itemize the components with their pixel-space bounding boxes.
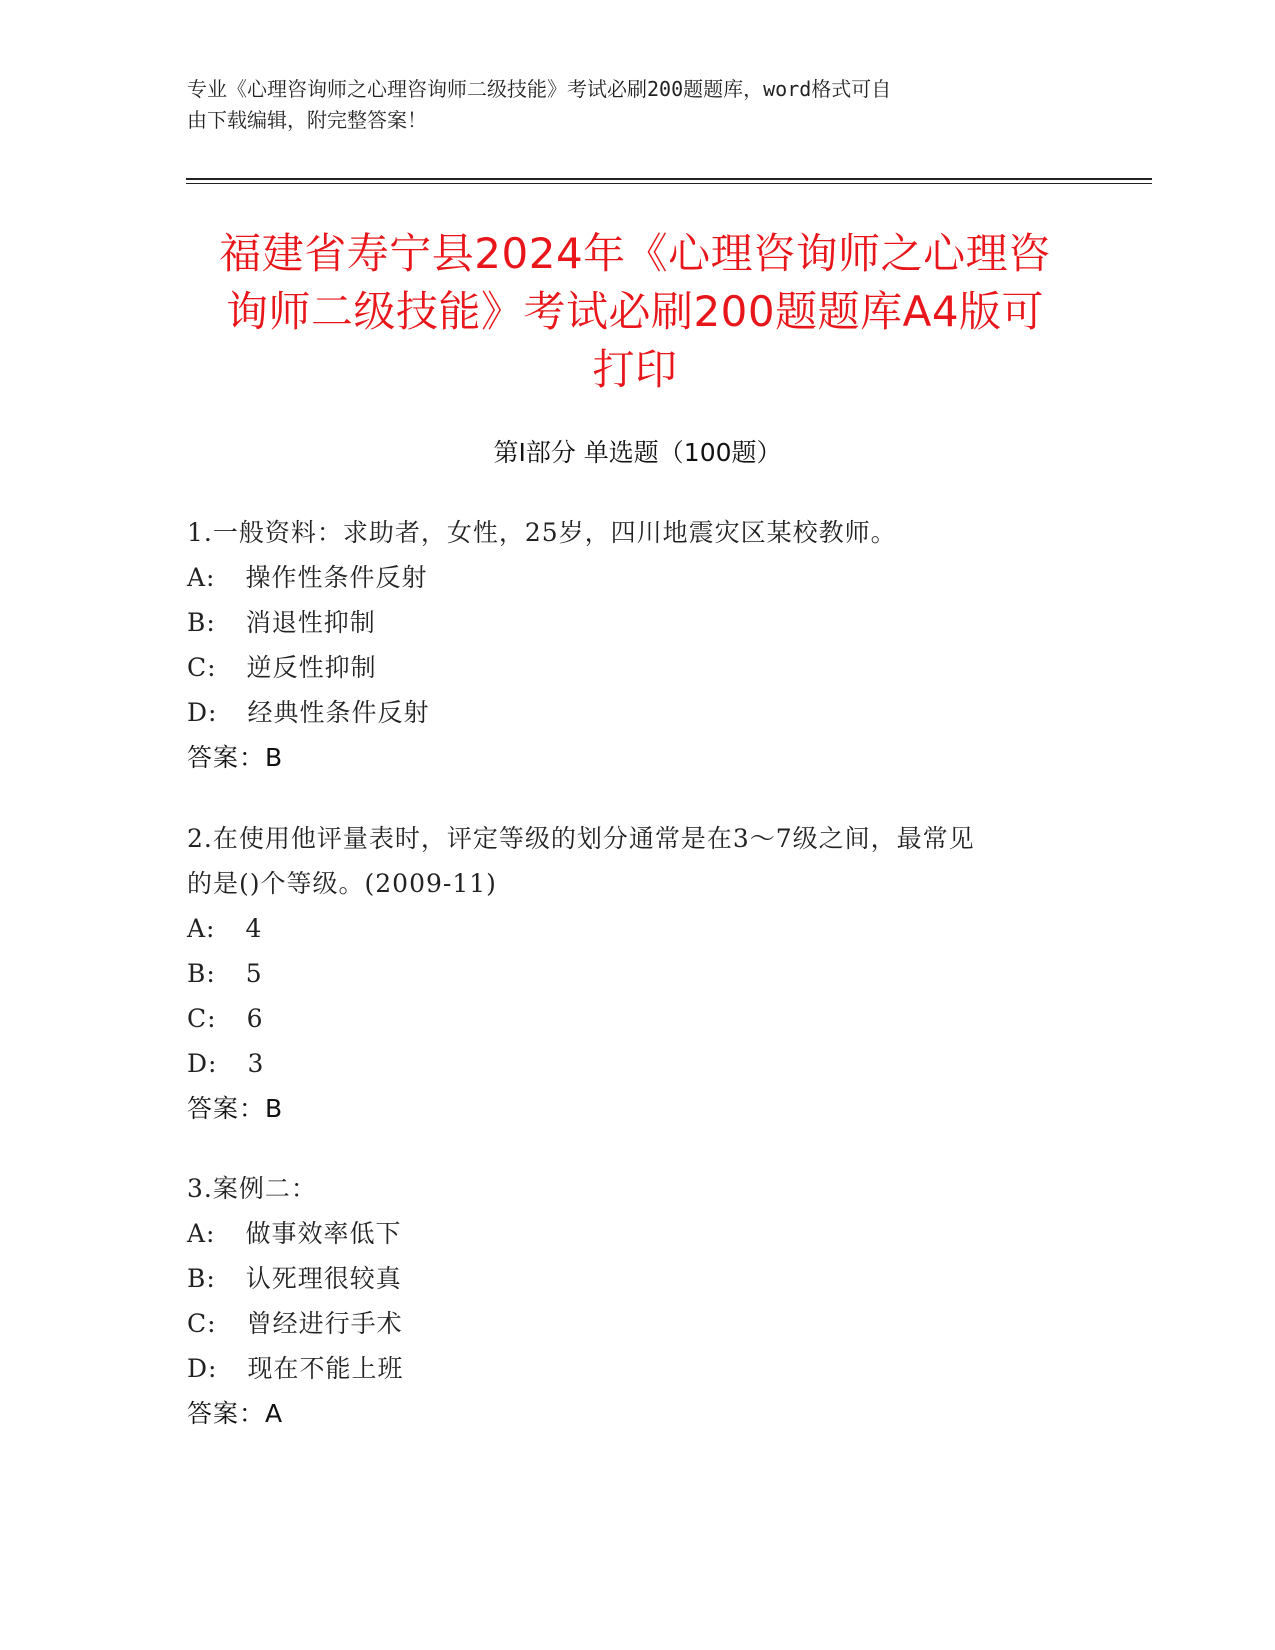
option-d: [187, 690, 1087, 735]
option-c: [187, 996, 1087, 1041]
question-stem: 2.在使用他评量表时，评定等级的划分通常是在3～7级之间，最常见: [187, 824, 975, 853]
option-letter: D:: [187, 1354, 218, 1383]
document-title: [170, 225, 1100, 399]
option-letter: A:: [187, 563, 216, 592]
option-text: 做事效率低下: [245, 1219, 402, 1248]
header-divider-thin: [186, 183, 1152, 184]
option-text: 认死理很较真: [245, 1264, 402, 1293]
intro-text: [187, 74, 1067, 136]
option-letter: C:: [187, 653, 217, 682]
intro-line-1: 专业《心理咨询师之心理咨询师二级技能》考试必刷200题题库，word格式可自: [187, 77, 892, 101]
answer-line: 答案：B: [187, 1094, 284, 1123]
option-letter: B:: [187, 1264, 216, 1293]
option-a: [187, 555, 1087, 600]
option-c: [187, 645, 1087, 690]
question-stem: 1.一般资料：求助者，女性，25岁，四川地震灾区某校教师。: [187, 518, 897, 547]
option-b: [187, 600, 1087, 645]
option-letter: C:: [187, 1004, 217, 1033]
title-line-3: 打印: [592, 345, 678, 394]
option-text: 4: [245, 914, 263, 943]
option-letter: B:: [187, 608, 216, 637]
option-text: 3: [247, 1049, 265, 1078]
option-text: 6: [246, 1004, 264, 1033]
option-text: 消退性抑制: [245, 608, 376, 637]
answer-line: 答案：B: [187, 743, 284, 772]
option-b: [187, 951, 1087, 996]
section-heading: 第Ⅰ部分 单选题（100题）: [493, 438, 782, 467]
option-a: [187, 906, 1087, 951]
option-letter: B:: [187, 959, 216, 988]
option-letter: C:: [187, 1309, 217, 1338]
question-2: [187, 816, 1087, 1131]
header-divider-thick: [186, 178, 1152, 180]
option-text: 逆反性抑制: [246, 653, 377, 682]
title-line-1: 福建省寿宁县2024年《心理咨询师之心理咨: [219, 229, 1051, 278]
option-letter: D:: [187, 698, 218, 727]
option-a: [187, 1211, 1087, 1256]
question-3: [187, 1166, 1087, 1436]
option-d: [187, 1346, 1087, 1391]
option-letter: A:: [187, 1219, 216, 1248]
title-line-2: 询师二级技能》考试必刷200题题库A4版可: [225, 287, 1045, 336]
option-b: [187, 1256, 1087, 1301]
question-stem-continued: 的是()个等级。(2009-11): [187, 869, 497, 898]
question-stem: 3.案例二：: [187, 1174, 317, 1203]
answer-line: 答案：A: [187, 1399, 284, 1428]
option-text: 经典性条件反射: [247, 698, 430, 727]
option-letter: D:: [187, 1049, 218, 1078]
option-text: 曾经进行手术: [246, 1309, 403, 1338]
option-text: 现在不能上班: [247, 1354, 404, 1383]
option-d: [187, 1041, 1087, 1086]
option-letter: A:: [187, 914, 216, 943]
option-text: 操作性条件反射: [245, 563, 428, 592]
option-c: [187, 1301, 1087, 1346]
question-1: [187, 510, 1087, 780]
option-text: 5: [245, 959, 263, 988]
intro-line-2: 由下载编辑，附完整答案！: [187, 108, 427, 132]
